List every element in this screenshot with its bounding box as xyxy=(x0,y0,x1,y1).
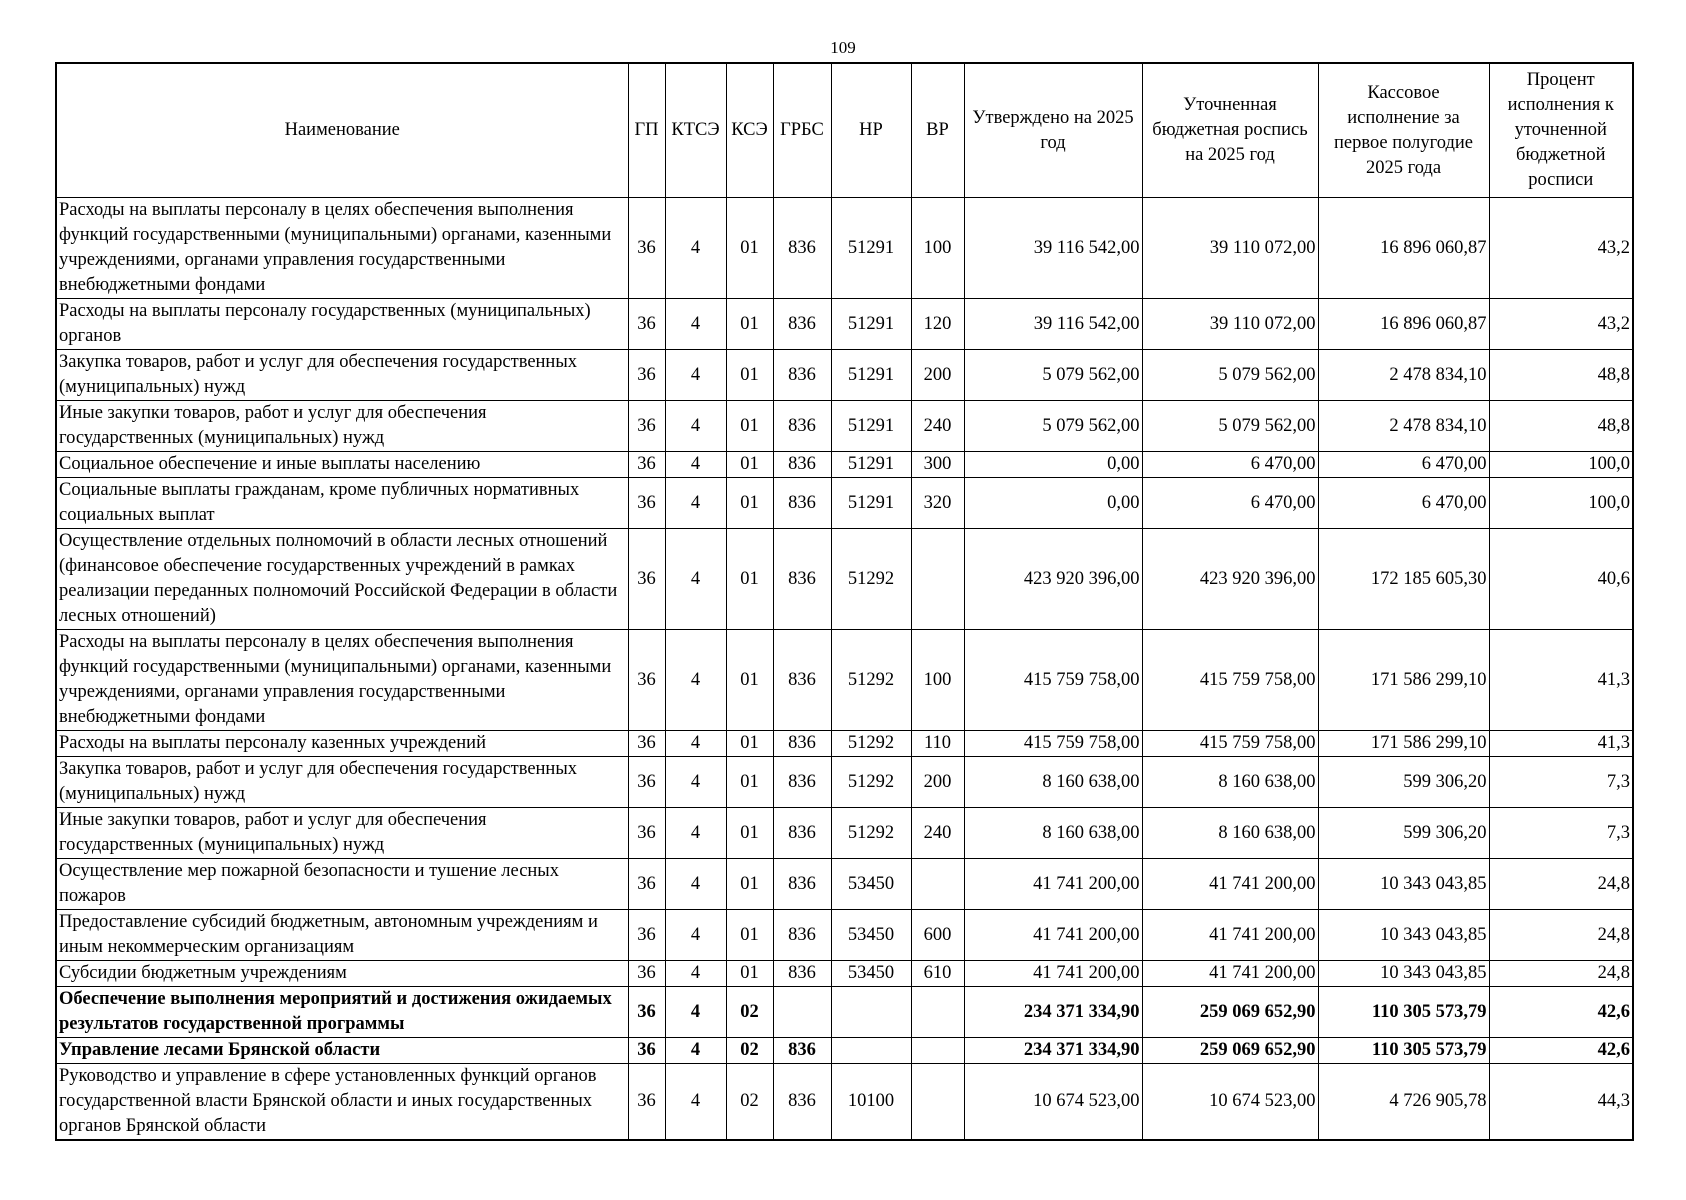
table-row xyxy=(56,529,1633,630)
cell-cash: 10 343 043,85 xyxy=(1318,961,1489,987)
cell-name: Расходы на выплаты персоналу в целях обеспечения выполнения функций государственными (муниципальными) органами, казенными учреждениями, органами управления государственными внебюджетными фондами xyxy=(56,198,628,299)
cell-ktse: 4 xyxy=(665,808,726,859)
cell-cash: 171 586 299,10 xyxy=(1318,630,1489,731)
cell-grbs: 836 xyxy=(773,452,831,478)
cell-percent: 24,8 xyxy=(1489,859,1633,910)
table-row xyxy=(56,630,1633,731)
cell-vr: 200 xyxy=(911,350,964,401)
cell-vr: 240 xyxy=(911,808,964,859)
cell-gp: 36 xyxy=(628,1038,665,1064)
cell-approved: 415 759 758,00 xyxy=(964,731,1142,757)
cell-vr: 100 xyxy=(911,198,964,299)
cell-name: Управление лесами Брянской области xyxy=(56,1038,628,1064)
cell-ktse: 4 xyxy=(665,961,726,987)
cell-percent: 41,3 xyxy=(1489,630,1633,731)
cell-ktse: 4 xyxy=(665,299,726,350)
cell-refined: 10 674 523,00 xyxy=(1142,1064,1318,1141)
cell-nr: 51292 xyxy=(831,529,911,630)
cell-refined: 5 079 562,00 xyxy=(1142,350,1318,401)
cell-percent: 100,0 xyxy=(1489,478,1633,529)
cell-name: Иные закупки товаров, работ и услуг для обеспечения государственных (муниципальных) нужд xyxy=(56,808,628,859)
cell-kse: 02 xyxy=(726,987,773,1038)
cell-nr: 51291 xyxy=(831,299,911,350)
cell-refined: 41 741 200,00 xyxy=(1142,859,1318,910)
cell-gp: 36 xyxy=(628,757,665,808)
header-kse: КСЭ xyxy=(726,63,773,198)
header-nr: НР xyxy=(831,63,911,198)
cell-name: Закупка товаров, работ и услуг для обеспечения государственных (муниципальных) нужд xyxy=(56,350,628,401)
cell-ktse: 4 xyxy=(665,731,726,757)
cell-vr xyxy=(911,987,964,1038)
cell-name: Иные закупки товаров, работ и услуг для обеспечения государственных (муниципальных) нужд xyxy=(56,401,628,452)
cell-refined: 39 110 072,00 xyxy=(1142,299,1318,350)
cell-vr: 240 xyxy=(911,401,964,452)
cell-approved: 5 079 562,00 xyxy=(964,401,1142,452)
cell-approved: 0,00 xyxy=(964,452,1142,478)
header-grbs: ГРБС xyxy=(773,63,831,198)
table-row xyxy=(56,478,1633,529)
cell-refined: 41 741 200,00 xyxy=(1142,961,1318,987)
cell-kse: 01 xyxy=(726,630,773,731)
cell-percent: 7,3 xyxy=(1489,808,1633,859)
cell-name: Руководство и управление в сфере установленных функций органов государственной власти Брянской области и иных государственных органов Брянской области xyxy=(56,1064,628,1141)
cell-name: Расходы на выплаты персоналу казенных учреждений xyxy=(56,731,628,757)
cell-ktse: 4 xyxy=(665,350,726,401)
cell-refined: 415 759 758,00 xyxy=(1142,630,1318,731)
cell-nr: 51291 xyxy=(831,350,911,401)
cell-grbs: 836 xyxy=(773,961,831,987)
cell-gp: 36 xyxy=(628,630,665,731)
cell-gp: 36 xyxy=(628,452,665,478)
cell-percent: 100,0 xyxy=(1489,452,1633,478)
cell-percent: 42,6 xyxy=(1489,987,1633,1038)
cell-gp: 36 xyxy=(628,961,665,987)
cell-approved: 39 116 542,00 xyxy=(964,299,1142,350)
cell-name: Социальное обеспечение и иные выплаты населению xyxy=(56,452,628,478)
cell-gp: 36 xyxy=(628,987,665,1038)
header-approved: Утверждено на 2025 год xyxy=(964,63,1142,198)
cell-percent: 48,8 xyxy=(1489,350,1633,401)
cell-kse: 01 xyxy=(726,529,773,630)
cell-vr: 200 xyxy=(911,757,964,808)
cell-percent: 24,8 xyxy=(1489,910,1633,961)
cell-percent: 40,6 xyxy=(1489,529,1633,630)
table-body xyxy=(56,198,1633,1141)
cell-cash: 6 470,00 xyxy=(1318,478,1489,529)
table-row xyxy=(56,859,1633,910)
cell-kse: 01 xyxy=(726,859,773,910)
cell-refined: 423 920 396,00 xyxy=(1142,529,1318,630)
cell-kse: 01 xyxy=(726,299,773,350)
header-name: Наименование xyxy=(56,63,628,198)
cell-vr: 300 xyxy=(911,452,964,478)
cell-refined: 8 160 638,00 xyxy=(1142,757,1318,808)
cell-kse: 01 xyxy=(726,961,773,987)
cell-kse: 01 xyxy=(726,350,773,401)
cell-cash: 10 343 043,85 xyxy=(1318,859,1489,910)
cell-kse: 01 xyxy=(726,808,773,859)
table-row xyxy=(56,910,1633,961)
cell-ktse: 4 xyxy=(665,478,726,529)
cell-gp: 36 xyxy=(628,859,665,910)
cell-name: Предоставление субсидий бюджетным, автономным учреждениям и иным некоммерческим организациям xyxy=(56,910,628,961)
cell-kse: 01 xyxy=(726,401,773,452)
cell-vr xyxy=(911,859,964,910)
cell-name: Осуществление мер пожарной безопасности и тушение лесных пожаров xyxy=(56,859,628,910)
cell-cash: 171 586 299,10 xyxy=(1318,731,1489,757)
cell-cash: 110 305 573,79 xyxy=(1318,1038,1489,1064)
header-vr: ВР xyxy=(911,63,964,198)
cell-cash: 2 478 834,10 xyxy=(1318,350,1489,401)
cell-percent: 43,2 xyxy=(1489,299,1633,350)
cell-nr: 10100 xyxy=(831,1064,911,1141)
cell-grbs: 836 xyxy=(773,401,831,452)
cell-name: Осуществление отдельных полномочий в области лесных отношений (финансовое обеспечение государственных учреждений в рамках реализации переданных полномочий Российской Федерации в области лесных отношений) xyxy=(56,529,628,630)
table-row xyxy=(56,987,1633,1038)
cell-kse: 01 xyxy=(726,757,773,808)
cell-nr: 51291 xyxy=(831,401,911,452)
cell-grbs: 836 xyxy=(773,757,831,808)
cell-ktse: 4 xyxy=(665,1038,726,1064)
cell-ktse: 4 xyxy=(665,757,726,808)
cell-ktse: 4 xyxy=(665,859,726,910)
cell-approved: 423 920 396,00 xyxy=(964,529,1142,630)
cell-grbs: 836 xyxy=(773,910,831,961)
cell-grbs: 836 xyxy=(773,198,831,299)
cell-vr: 100 xyxy=(911,630,964,731)
table-row xyxy=(56,299,1633,350)
cell-approved: 5 079 562,00 xyxy=(964,350,1142,401)
cell-name: Расходы на выплаты персоналу в целях обеспечения выполнения функций государственными (муниципальными) органами, казенными учреждениями, органами управления государственными внебюджетными фондами xyxy=(56,630,628,731)
cell-kse: 02 xyxy=(726,1064,773,1141)
cell-refined: 259 069 652,90 xyxy=(1142,1038,1318,1064)
cell-gp: 36 xyxy=(628,808,665,859)
cell-kse: 01 xyxy=(726,198,773,299)
cell-approved: 0,00 xyxy=(964,478,1142,529)
cell-refined: 5 079 562,00 xyxy=(1142,401,1318,452)
page-number: 109 xyxy=(830,38,856,57)
table-row xyxy=(56,731,1633,757)
cell-cash: 599 306,20 xyxy=(1318,808,1489,859)
budget-table xyxy=(55,62,1634,1141)
table-row xyxy=(56,961,1633,987)
table-row xyxy=(56,350,1633,401)
cell-refined: 259 069 652,90 xyxy=(1142,987,1318,1038)
cell-grbs xyxy=(773,987,831,1038)
table-row xyxy=(56,198,1633,299)
cell-ktse: 4 xyxy=(665,910,726,961)
cell-percent: 7,3 xyxy=(1489,757,1633,808)
cell-approved: 10 674 523,00 xyxy=(964,1064,1142,1141)
cell-refined: 39 110 072,00 xyxy=(1142,198,1318,299)
cell-approved: 234 371 334,90 xyxy=(964,1038,1142,1064)
cell-grbs: 836 xyxy=(773,1038,831,1064)
cell-nr: 51291 xyxy=(831,198,911,299)
cell-gp: 36 xyxy=(628,529,665,630)
cell-vr xyxy=(911,1064,964,1141)
cell-approved: 8 160 638,00 xyxy=(964,757,1142,808)
cell-nr: 51292 xyxy=(831,757,911,808)
cell-kse: 01 xyxy=(726,910,773,961)
cell-cash: 2 478 834,10 xyxy=(1318,401,1489,452)
cell-cash: 6 470,00 xyxy=(1318,452,1489,478)
cell-percent: 42,6 xyxy=(1489,1038,1633,1064)
cell-gp: 36 xyxy=(628,198,665,299)
cell-refined: 41 741 200,00 xyxy=(1142,910,1318,961)
cell-name: Социальные выплаты гражданам, кроме публичных нормативных социальных выплат xyxy=(56,478,628,529)
table-header-row xyxy=(56,63,1633,198)
cell-gp: 36 xyxy=(628,1064,665,1141)
cell-ktse: 4 xyxy=(665,529,726,630)
cell-gp: 36 xyxy=(628,299,665,350)
cell-grbs: 836 xyxy=(773,350,831,401)
cell-nr: 53450 xyxy=(831,910,911,961)
header-cash: Кассовое исполнение за первое полугодие 2025 года xyxy=(1318,63,1489,198)
table-row xyxy=(56,1038,1633,1064)
cell-nr: 51292 xyxy=(831,630,911,731)
cell-vr xyxy=(911,1038,964,1064)
cell-kse: 02 xyxy=(726,1038,773,1064)
cell-nr xyxy=(831,1038,911,1064)
table-row xyxy=(56,1064,1633,1141)
cell-nr: 53450 xyxy=(831,859,911,910)
cell-ktse: 4 xyxy=(665,987,726,1038)
cell-percent: 43,2 xyxy=(1489,198,1633,299)
cell-ktse: 4 xyxy=(665,401,726,452)
cell-approved: 234 371 334,90 xyxy=(964,987,1142,1038)
cell-ktse: 4 xyxy=(665,630,726,731)
cell-kse: 01 xyxy=(726,731,773,757)
cell-percent: 41,3 xyxy=(1489,731,1633,757)
cell-ktse: 4 xyxy=(665,1064,726,1141)
cell-grbs: 836 xyxy=(773,478,831,529)
cell-cash: 16 896 060,87 xyxy=(1318,198,1489,299)
cell-grbs: 836 xyxy=(773,529,831,630)
table-row xyxy=(56,401,1633,452)
cell-cash: 172 185 605,30 xyxy=(1318,529,1489,630)
cell-cash: 110 305 573,79 xyxy=(1318,987,1489,1038)
header-percent: Процент исполнения к уточненной бюджетной росписи xyxy=(1489,63,1633,198)
cell-nr: 51291 xyxy=(831,452,911,478)
cell-name: Обеспечение выполнения мероприятий и достижения ожидаемых результатов государственной программы xyxy=(56,987,628,1038)
cell-grbs: 836 xyxy=(773,808,831,859)
header-gp: ГП xyxy=(628,63,665,198)
cell-vr: 320 xyxy=(911,478,964,529)
cell-approved: 39 116 542,00 xyxy=(964,198,1142,299)
cell-vr: 600 xyxy=(911,910,964,961)
table-row xyxy=(56,452,1633,478)
cell-approved: 41 741 200,00 xyxy=(964,859,1142,910)
cell-ktse: 4 xyxy=(665,198,726,299)
cell-cash: 4 726 905,78 xyxy=(1318,1064,1489,1141)
cell-approved: 415 759 758,00 xyxy=(964,630,1142,731)
cell-cash: 16 896 060,87 xyxy=(1318,299,1489,350)
cell-grbs: 836 xyxy=(773,630,831,731)
cell-refined: 6 470,00 xyxy=(1142,478,1318,529)
cell-gp: 36 xyxy=(628,731,665,757)
cell-grbs: 836 xyxy=(773,299,831,350)
cell-kse: 01 xyxy=(726,478,773,529)
cell-approved: 41 741 200,00 xyxy=(964,910,1142,961)
header-ktse: КТСЭ xyxy=(665,63,726,198)
cell-refined: 8 160 638,00 xyxy=(1142,808,1318,859)
cell-gp: 36 xyxy=(628,910,665,961)
cell-vr: 110 xyxy=(911,731,964,757)
cell-gp: 36 xyxy=(628,478,665,529)
cell-nr: 51292 xyxy=(831,731,911,757)
cell-nr: 51291 xyxy=(831,478,911,529)
header-refined: Уточненная бюджетная роспись на 2025 год xyxy=(1142,63,1318,198)
cell-grbs: 836 xyxy=(773,731,831,757)
cell-approved: 41 741 200,00 xyxy=(964,961,1142,987)
cell-ktse: 4 xyxy=(665,452,726,478)
cell-approved: 8 160 638,00 xyxy=(964,808,1142,859)
cell-grbs: 836 xyxy=(773,1064,831,1141)
cell-name: Расходы на выплаты персоналу государственных (муниципальных) органов xyxy=(56,299,628,350)
cell-grbs: 836 xyxy=(773,859,831,910)
cell-vr: 610 xyxy=(911,961,964,987)
table-row xyxy=(56,757,1633,808)
cell-kse: 01 xyxy=(726,452,773,478)
cell-vr: 120 xyxy=(911,299,964,350)
cell-refined: 415 759 758,00 xyxy=(1142,731,1318,757)
cell-percent: 44,3 xyxy=(1489,1064,1633,1141)
cell-gp: 36 xyxy=(628,401,665,452)
cell-percent: 48,8 xyxy=(1489,401,1633,452)
table-row xyxy=(56,808,1633,859)
cell-cash: 10 343 043,85 xyxy=(1318,910,1489,961)
cell-nr xyxy=(831,987,911,1038)
cell-gp: 36 xyxy=(628,350,665,401)
cell-vr xyxy=(911,529,964,630)
cell-refined: 6 470,00 xyxy=(1142,452,1318,478)
cell-name: Субсидии бюджетным учреждениям xyxy=(56,961,628,987)
cell-nr: 53450 xyxy=(831,961,911,987)
cell-percent: 24,8 xyxy=(1489,961,1633,987)
cell-name: Закупка товаров, работ и услуг для обеспечения государственных (муниципальных) нужд xyxy=(56,757,628,808)
cell-cash: 599 306,20 xyxy=(1318,757,1489,808)
cell-nr: 51292 xyxy=(831,808,911,859)
